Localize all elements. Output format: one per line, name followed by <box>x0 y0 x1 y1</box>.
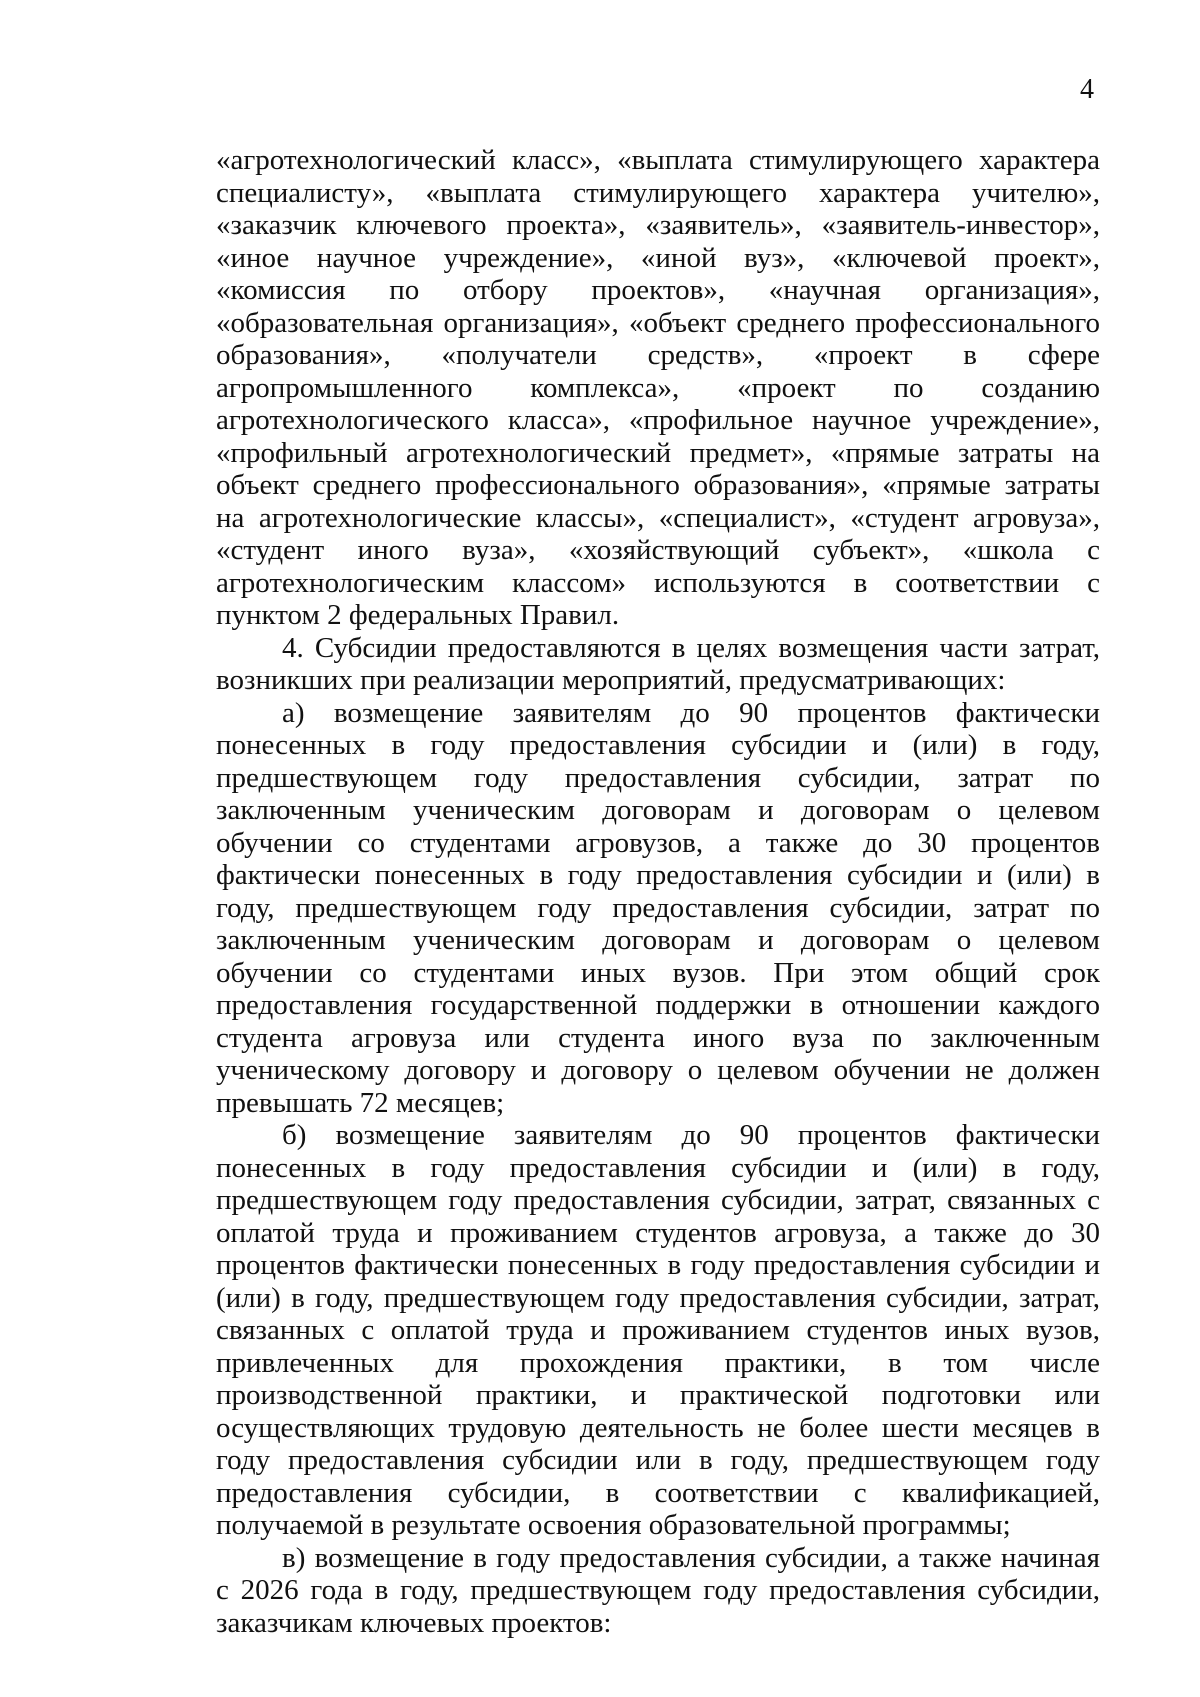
paragraph-subitem-b: б) возмещение заявителям до 90 процентов фактически понесенных в году предоставления субсидии и (или) в году, предшествующем году предоставления субсидии, затрат, связанных с оплатой труда и проживанием студентов агровуза, а также до 30 процентов фактически понесенных в году предоставления субсидии и (или) в году, предшествующем году предоставления субсидии, затрат, связанных с оплатой труда и проживанием студентов иных вузов, привлеченных для прохождения практики, в том числе производственной практики, и практической подготовки или осуществляющих трудовую деятельность не более шести месяцев в году предоставления субсидии или в году, предшествующем году предоставления субсидии, в соответствии с квалификацией, получаемой в результате освоения образовательной программы; <box>216 1119 1100 1541</box>
paragraph-item-4: 4. Субсидии предоставляются в целях возмещения части затрат, возникших при реализации мероприятий, предусматривающих: <box>216 631 1100 696</box>
document-body <box>216 144 1100 1639</box>
paragraph-terms-list: «агротехнологический класс», «выплата стимулирующего характера специалисту», «выплата стимулирующего характера учителю», «заказчик ключевого проекта», «заявитель», «заявитель-инвестор», «иное научное учреждение», «иной вуз», «ключевой проект», «комиссия по отбору проектов», «научная организация», «образовательная организация», «объект среднего профессионального образования», «получатели средств», «проект в сфере агропромышленного комплекса», «проект по созданию агротехнологического класса», «профильное научное учреждение», «профильный агротехнологический предмет», «прямые затраты на объект среднего профессионального образования», «прямые затраты на агротехнологические классы», «специалист», «студент агровуза», «студент иного вуза», «хозяйствующий субъект», «школа с агротехнологическим классом» используются в соответствии с пунктом 2 федеральных Правил. <box>216 144 1100 631</box>
paragraph-subitem-v: в) возмещение в году предоставления субсидии, а также начиная с 2026 года в году, предшествующем году предоставления субсидии, заказчикам ключевых проектов: <box>216 1541 1100 1639</box>
paragraph-subitem-a: а) возмещение заявителям до 90 процентов фактически понесенных в году предоставления субсидии и (или) в году, предшествующем году предоставления субсидии, затрат по заключенным ученическим договорам и договорам о целевом обучении со студентами агровузов, а также до 30 процентов фактически понесенных в году предоставления субсидии и (или) в году, предшествующем году предоставления субсидии, затрат по заключенным ученическим договорам и договорам о целевом обучении со студентами иных вузов. При этом общий срок предоставления государственной поддержки в отношении каждого студента агровуза или студента иного вуза по заключенным ученическому договору и договору о целевом обучении не должен превышать 72 месяцев; <box>216 696 1100 1119</box>
page-number: 4 <box>1080 74 1094 105</box>
